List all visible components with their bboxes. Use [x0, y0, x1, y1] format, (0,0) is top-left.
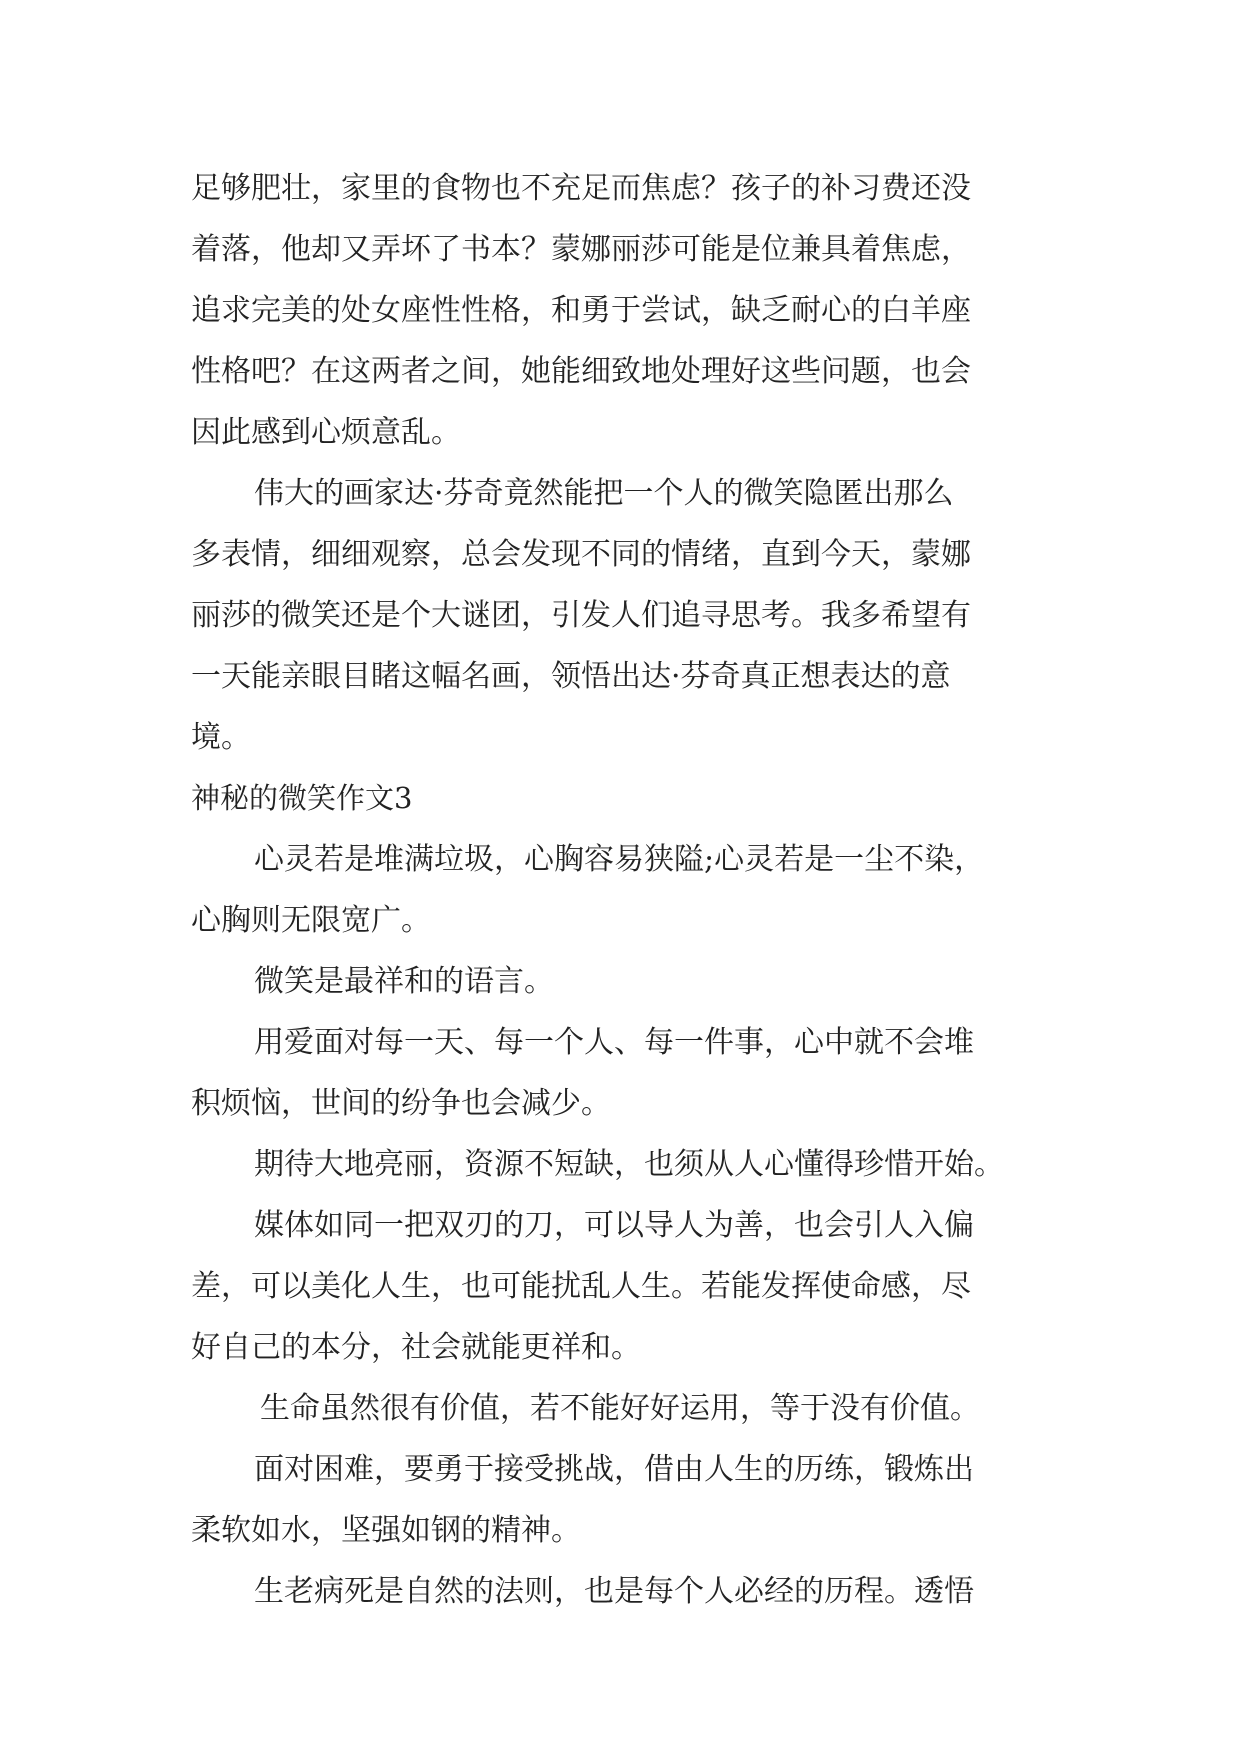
- text-line: 境。: [191, 720, 251, 755]
- document-body: [191, 158, 1071, 1622]
- section-title: 神秘的微笑作文3: [191, 781, 413, 815]
- paragraph-first-line: 微笑是最祥和的语言。: [254, 964, 554, 999]
- text-line: 因此感到心烦意乱。: [191, 415, 461, 450]
- text-line: 心胸则无限宽广。: [191, 903, 431, 938]
- text-line: 好自己的本分，社会就能更祥和。: [191, 1330, 641, 1365]
- paragraph-first-line: 生老病死是自然的法则，也是每个人必经的历程。透悟: [254, 1574, 974, 1609]
- text-line: 性格吧？在这两者之间，她能细致地处理好这些问题，也会: [191, 354, 971, 389]
- text-line: 足够肥壮，家里的食物也不充足而焦虑？孩子的补习费还没: [191, 171, 971, 206]
- paragraph-first-line: 伟大的画家达·芬奇竟然能把一个人的微笑隐匿出那么: [254, 476, 954, 511]
- text-line: 多表情，细细观察，总会发现不同的情绪，直到今天，蒙娜: [191, 537, 971, 572]
- text-line: 差，可以美化人生，也可能扰乱人生。若能发挥使命感，尽: [191, 1269, 971, 1304]
- paragraph-first-line: 生命虽然很有价值，若不能好好运用，等于没有价值。: [260, 1391, 980, 1426]
- text-line: 一天能亲眼目睹这幅名画，领悟出达·芬奇真正想表达的意: [191, 659, 951, 694]
- paragraph-first-line: 用爱面对每一天、每一个人、每一件事，心中就不会堆: [254, 1025, 974, 1060]
- text-line: 追求完美的处女座性性格，和勇于尝试，缺乏耐心的白羊座: [191, 293, 971, 328]
- text-line: 丽莎的微笑还是个大谜团，引发人们追寻思考。我多希望有: [191, 598, 971, 633]
- paragraph-first-line: 期待大地亮丽，资源不短缺，也须从人心懂得珍惜开始。: [254, 1147, 1004, 1182]
- text-line: 柔软如水，坚强如钢的精神。: [191, 1513, 581, 1548]
- paragraph-first-line: 心灵若是堆满垃圾，心胸容易狭隘;心灵若是一尘不染，: [254, 842, 985, 877]
- paragraph-first-line: 面对困难，要勇于接受挑战，借由人生的历练，锻炼出: [254, 1452, 974, 1487]
- paragraph-first-line: 媒体如同一把双刃的刀，可以导人为善，也会引人入偏: [254, 1208, 974, 1243]
- text-line: 着落，他却又弄坏了书本？蒙娜丽莎可能是位兼具着焦虑，: [191, 232, 971, 267]
- text-line: 积烦恼，世间的纷争也会减少。: [191, 1086, 611, 1121]
